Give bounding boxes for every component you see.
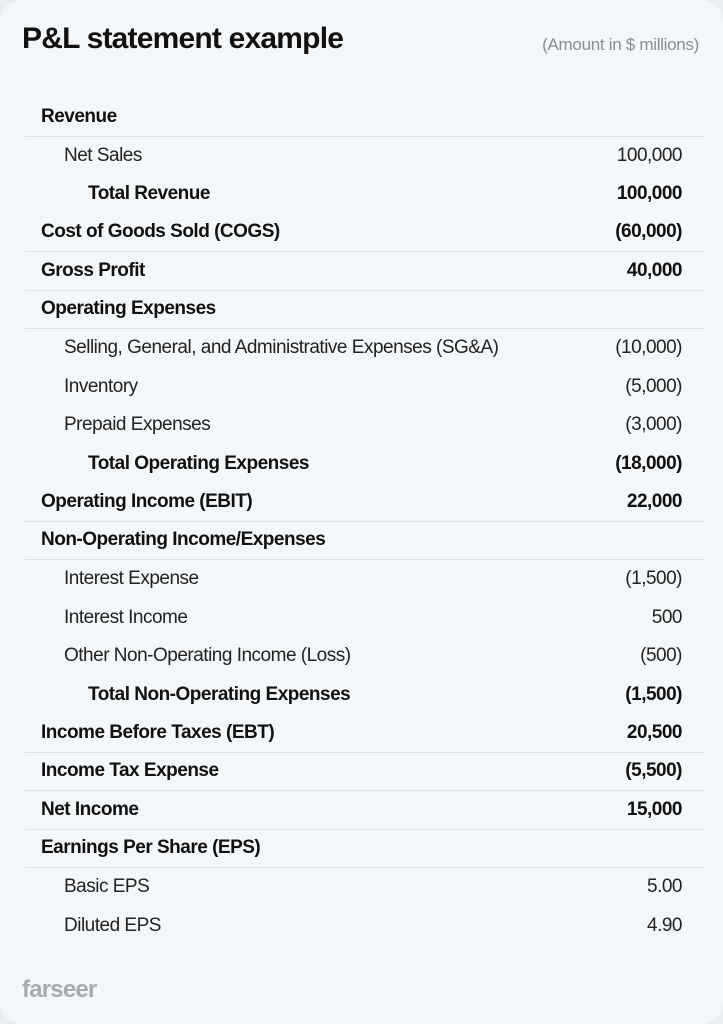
row-value: (18,000): [615, 452, 682, 474]
table-row: [25, 868, 705, 907]
pl-table: [25, 98, 705, 945]
table-row: [25, 175, 705, 214]
row-value: 40,000: [626, 259, 682, 281]
row-label: Revenue: [41, 105, 117, 127]
row-label: Operating Expenses: [41, 298, 216, 320]
row-label: Operating Income (EBIT): [41, 490, 253, 512]
row-label: Income Before Taxes (EBT): [41, 721, 275, 743]
table-row: [25, 637, 705, 676]
row-value: 15,000: [626, 798, 682, 820]
row-label: Earnings Per Share (EPS): [41, 837, 261, 859]
row-value: (1,500): [625, 683, 682, 705]
table-row: [25, 714, 705, 753]
row-value: (60,000): [615, 221, 682, 243]
table-row: [25, 98, 705, 137]
row-label: Non-Operating Income/Expenses: [41, 529, 326, 551]
table-row: [25, 445, 705, 484]
table-row: [25, 791, 705, 830]
table-row: [25, 329, 705, 368]
row-value: 22,000: [626, 490, 682, 512]
row-label: Selling, General, and Administrative Expenses (SG&A): [64, 337, 499, 359]
amount-unit-note: (Amount in $ millions): [542, 35, 699, 54]
row-value: 100,000: [616, 144, 682, 166]
table-row: [25, 406, 705, 445]
row-value: 100,000: [616, 183, 682, 205]
row-value: (3,000): [625, 414, 682, 436]
row-value: 5.00: [647, 876, 682, 898]
row-label: Diluted EPS: [64, 914, 161, 936]
table-row: [25, 676, 705, 715]
farseer-logo: farseer: [22, 976, 97, 1003]
table-row: [25, 214, 705, 253]
row-label: Cost of Goods Sold (COGS): [41, 221, 280, 243]
table-row: [25, 368, 705, 407]
row-label: Prepaid Expenses: [64, 414, 211, 436]
row-value: (500): [640, 645, 682, 667]
row-label: Other Non-Operating Income (Loss): [64, 645, 351, 667]
row-label: Inventory: [64, 375, 138, 397]
row-label: Total Revenue: [88, 183, 210, 205]
row-label: Gross Profit: [41, 259, 145, 281]
table-row: [25, 483, 705, 522]
table-row: [25, 907, 705, 946]
table-row: [25, 252, 705, 291]
row-label: Total Operating Expenses: [88, 452, 309, 474]
table-row: [25, 599, 705, 638]
row-label: Basic EPS: [64, 876, 150, 898]
row-label: Net Sales: [64, 144, 142, 166]
page-title: P&L statement example: [22, 22, 344, 55]
row-value: 20,500: [626, 721, 682, 743]
table-row: [25, 830, 705, 869]
row-value: (10,000): [615, 337, 682, 359]
row-label: Interest Income: [64, 606, 188, 628]
row-value: (1,500): [625, 568, 682, 590]
table-row: [25, 291, 705, 330]
row-value: (5,000): [625, 375, 682, 397]
row-label: Net Income: [41, 798, 139, 820]
table-row: [25, 137, 705, 176]
row-value: 4.90: [647, 914, 682, 936]
row-label: Interest Expense: [64, 568, 199, 590]
table-row: [25, 753, 705, 792]
row-value: (5,500): [625, 760, 682, 782]
row-label: Income Tax Expense: [41, 760, 219, 782]
table-row: [25, 522, 705, 561]
row-label: Total Non-Operating Expenses: [88, 683, 351, 705]
table-row: [25, 560, 705, 599]
row-value: 500: [651, 606, 682, 628]
